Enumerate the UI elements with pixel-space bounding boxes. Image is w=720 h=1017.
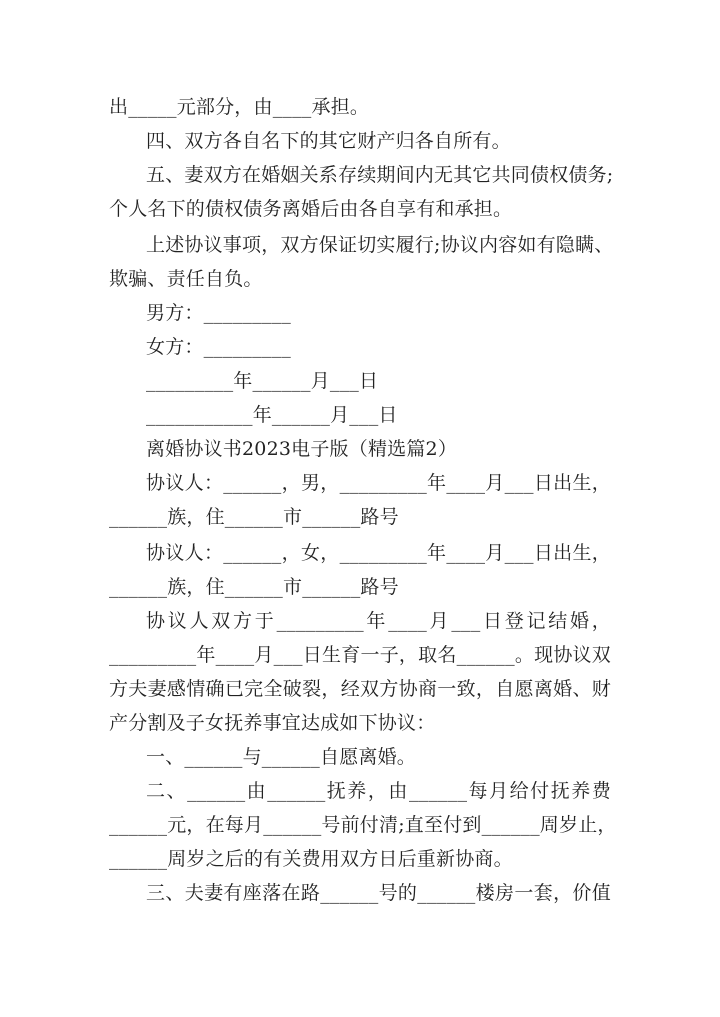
text-line-24: 三、夫妻有座落在路______号的______楼房一套，价值 bbox=[146, 882, 611, 904]
signature-female: 女方：_________ bbox=[146, 336, 291, 358]
text-line-23: ______周岁之后的有关费用双方日后重新协商。 bbox=[109, 848, 513, 870]
text-line-19: 产分割及子女抚养事宜达成如下协议： bbox=[109, 712, 436, 734]
text-line-4: 个人名下的债权债务离婚后由各自享有和承担。 bbox=[109, 198, 513, 220]
date-line-1: _________年______月___日 bbox=[146, 370, 379, 392]
text-line-18: 方夫妻感情确已完全破裂，经双方协商一致，自愿离婚、财 bbox=[109, 678, 611, 700]
text-line-2: 四、双方各自名下的其它财产归各自所有。 bbox=[146, 130, 511, 152]
text-line-13: ______族，住______市______路号 bbox=[109, 506, 399, 528]
text-line-6: 欺骗、责任自负。 bbox=[109, 268, 263, 290]
text-line-22: ______元，在每月______号前付清;直至付到______周岁止， bbox=[109, 814, 617, 836]
text-line-14: 协议人：______，女，_________年____月___日出生， bbox=[146, 542, 611, 564]
text-line-5: 上述协议事项，双方保证切实履行;协议内容如有隐瞒、 bbox=[146, 234, 614, 256]
text-line-16: 协议人双方于_________年____月___日登记结婚， bbox=[146, 610, 611, 632]
text-line-12: 协议人：______，男，_________年____月___日出生， bbox=[146, 472, 611, 494]
text-line-15: ______族，住______市______路号 bbox=[109, 576, 399, 598]
text-line-21: 二、______由______抚养，由______每月给付抚养费 bbox=[146, 780, 611, 802]
date-line-2: ___________年______月___日 bbox=[146, 404, 398, 426]
text-line-3: 五、妻双方在婚姻关系存续期间内无其它共同债权债务; bbox=[146, 164, 614, 186]
text-line-17: _________年____月___日生育一子，取名______。现协议双 bbox=[109, 644, 611, 666]
text-line-1: 出_____元部分，由____承担。 bbox=[109, 96, 370, 118]
signature-male: 男方：_________ bbox=[146, 302, 291, 324]
section-title: 离婚协议书2023电子版（精选篇2） bbox=[146, 438, 458, 460]
text-line-20: 一、______与______自愿离婚。 bbox=[146, 746, 417, 768]
